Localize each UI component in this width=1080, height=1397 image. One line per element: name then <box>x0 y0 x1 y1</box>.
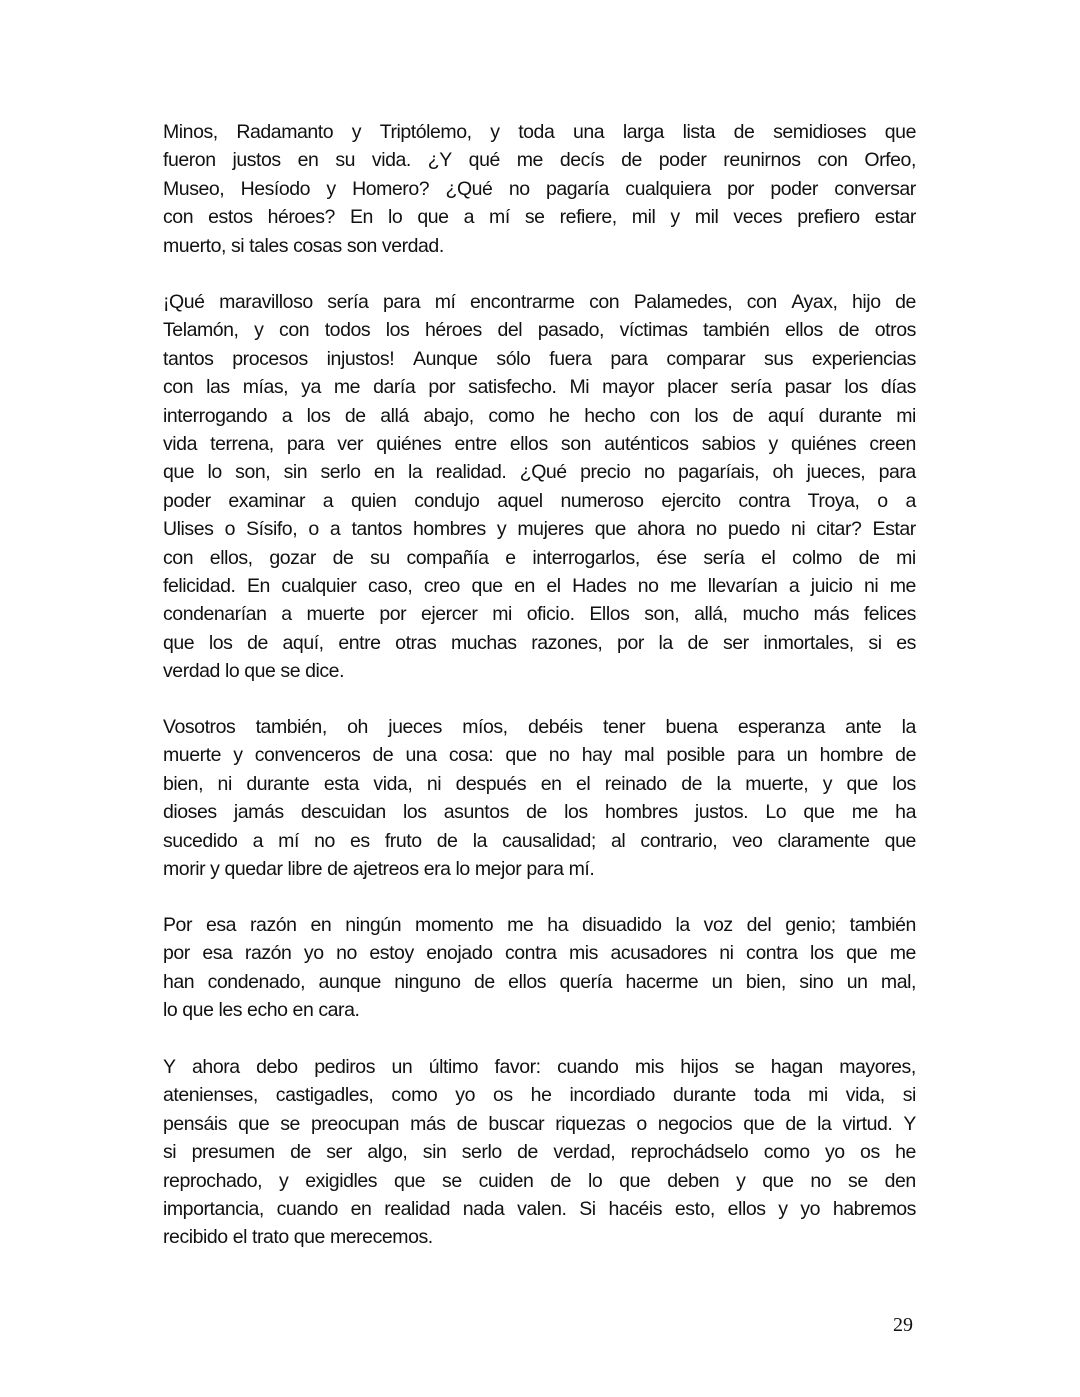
text-line: que lo son, sin serlo en la realidad. ¿Qué precio no pagaríais, oh jueces, para <box>163 461 916 484</box>
text-line: si presumen de ser algo, sin serlo de verdad, reprochádselo como yo os he <box>163 1141 916 1164</box>
text-line: bien, ni durante esta vida, ni después en el reinado de la muerte, y que los <box>163 772 916 795</box>
text-line: fueron justos en su vida. ¿Y qué me decís de poder reunirnos con Orfeo, <box>163 149 916 172</box>
text-line: por esa razón yo no estoy enojado contra mis acusadores ni contra los que me <box>163 942 916 965</box>
text-line: recibido el trato que merecemos. <box>163 1226 433 1249</box>
text-line: Vosotros también, oh jueces míos, debéis tener buena esperanza ante la <box>163 716 916 738</box>
text-line: morir y quedar libre de ajetreos era lo mejor para mí. <box>163 857 595 880</box>
text-line: condenarían a muerte por ejercer mi oficio. Ellos son, allá, mucho más felices <box>163 603 916 626</box>
text-line: muerte y convenceros de una cosa: que no hay mal posible para un hombre de <box>163 744 916 767</box>
text-line: sucedido a mí no es fruto de la causalidad; al contrario, veo claramente que <box>163 829 916 852</box>
text-line: pensáis que se preocupan más de buscar riquezas o negocios que de la virtud. Y <box>163 1112 916 1135</box>
paragraph-1 <box>163 118 916 260</box>
text-line: verdad lo que se dice. <box>163 660 345 683</box>
text-line: reprochado, y exigidles que se cuiden de lo que deben y que no se den <box>163 1169 916 1192</box>
text-line: Y ahora debo pediros un último favor: cuando mis hijos se hagan mayores, <box>163 1056 916 1078</box>
text-line: Telamón, y con todos los héroes del pasado, víctimas también ellos de otros <box>163 319 916 342</box>
paragraph-4 <box>163 911 916 1025</box>
text-line: Minos, Radamanto y Triptólemo, y toda una larga lista de semidioses que <box>163 121 916 143</box>
text-line: dioses jamás descuidan los asuntos de los hombres justos. Lo que me ha <box>163 801 916 824</box>
page-number: 29 <box>893 1314 913 1336</box>
text-line: ¡Qué maravilloso sería para mí encontrarme con Palamedes, con Ayax, hijo de <box>163 291 916 313</box>
text-line: poder examinar a quien condujo aquel numeroso ejercito contra Troya, o a <box>163 489 916 512</box>
text-line: Por esa razón en ningún momento me ha disuadido la voz del genio; también <box>163 914 916 936</box>
text-line: con estos héroes? En lo que a mí se refiere, mil y mil veces prefiero estar <box>163 206 916 229</box>
text-line: atenienses, castigadles, como yo os he incordiado durante toda mi vida, si <box>163 1084 916 1107</box>
paragraph-3 <box>163 713 916 883</box>
text-line: Ulises o Sísifo, o a tantos hombres y mujeres que ahora no puedo ni citar? Estar <box>163 518 916 541</box>
text-line: han condenado, aunque ninguno de ellos quería hacerme un bien, sino un mal, <box>163 970 916 993</box>
text-line: lo que les echo en cara. <box>163 999 360 1022</box>
text-line: tantos procesos injustos! Aunque sólo fuera para comparar sus experiencias <box>163 347 916 370</box>
paragraph-5 <box>163 1053 916 1252</box>
text-line: muerto, si tales cosas son verdad. <box>163 234 444 257</box>
text-line: importancia, cuando en realidad nada valen. Si hacéis esto, ellos y yo habremos <box>163 1197 916 1220</box>
text-line: felicidad. En cualquier caso, creo que en el Hades no me llevarían a juicio ni me <box>163 574 916 597</box>
text-line: Museo, Hesíodo y Homero? ¿Qué no pagaría cualquiera por poder conversar <box>163 177 916 200</box>
text-line: vida terrena, para ver quiénes entre ellos son auténticos sabios y quiénes creen <box>163 432 916 455</box>
text-line: con ellos, gozar de su compañía e interrogarlos, ése sería el colmo de mi <box>163 546 916 569</box>
paragraph-2 <box>163 288 916 685</box>
text-line: con las mías, ya me daría por satisfecho. Mi mayor placer sería pasar los días <box>163 376 916 399</box>
text-line: que los de aquí, entre otras muchas razones, por la de ser inmortales, si es <box>163 631 916 654</box>
text-line: interrogando a los de allá abajo, como he hecho con los de aquí durante mi <box>163 404 916 427</box>
